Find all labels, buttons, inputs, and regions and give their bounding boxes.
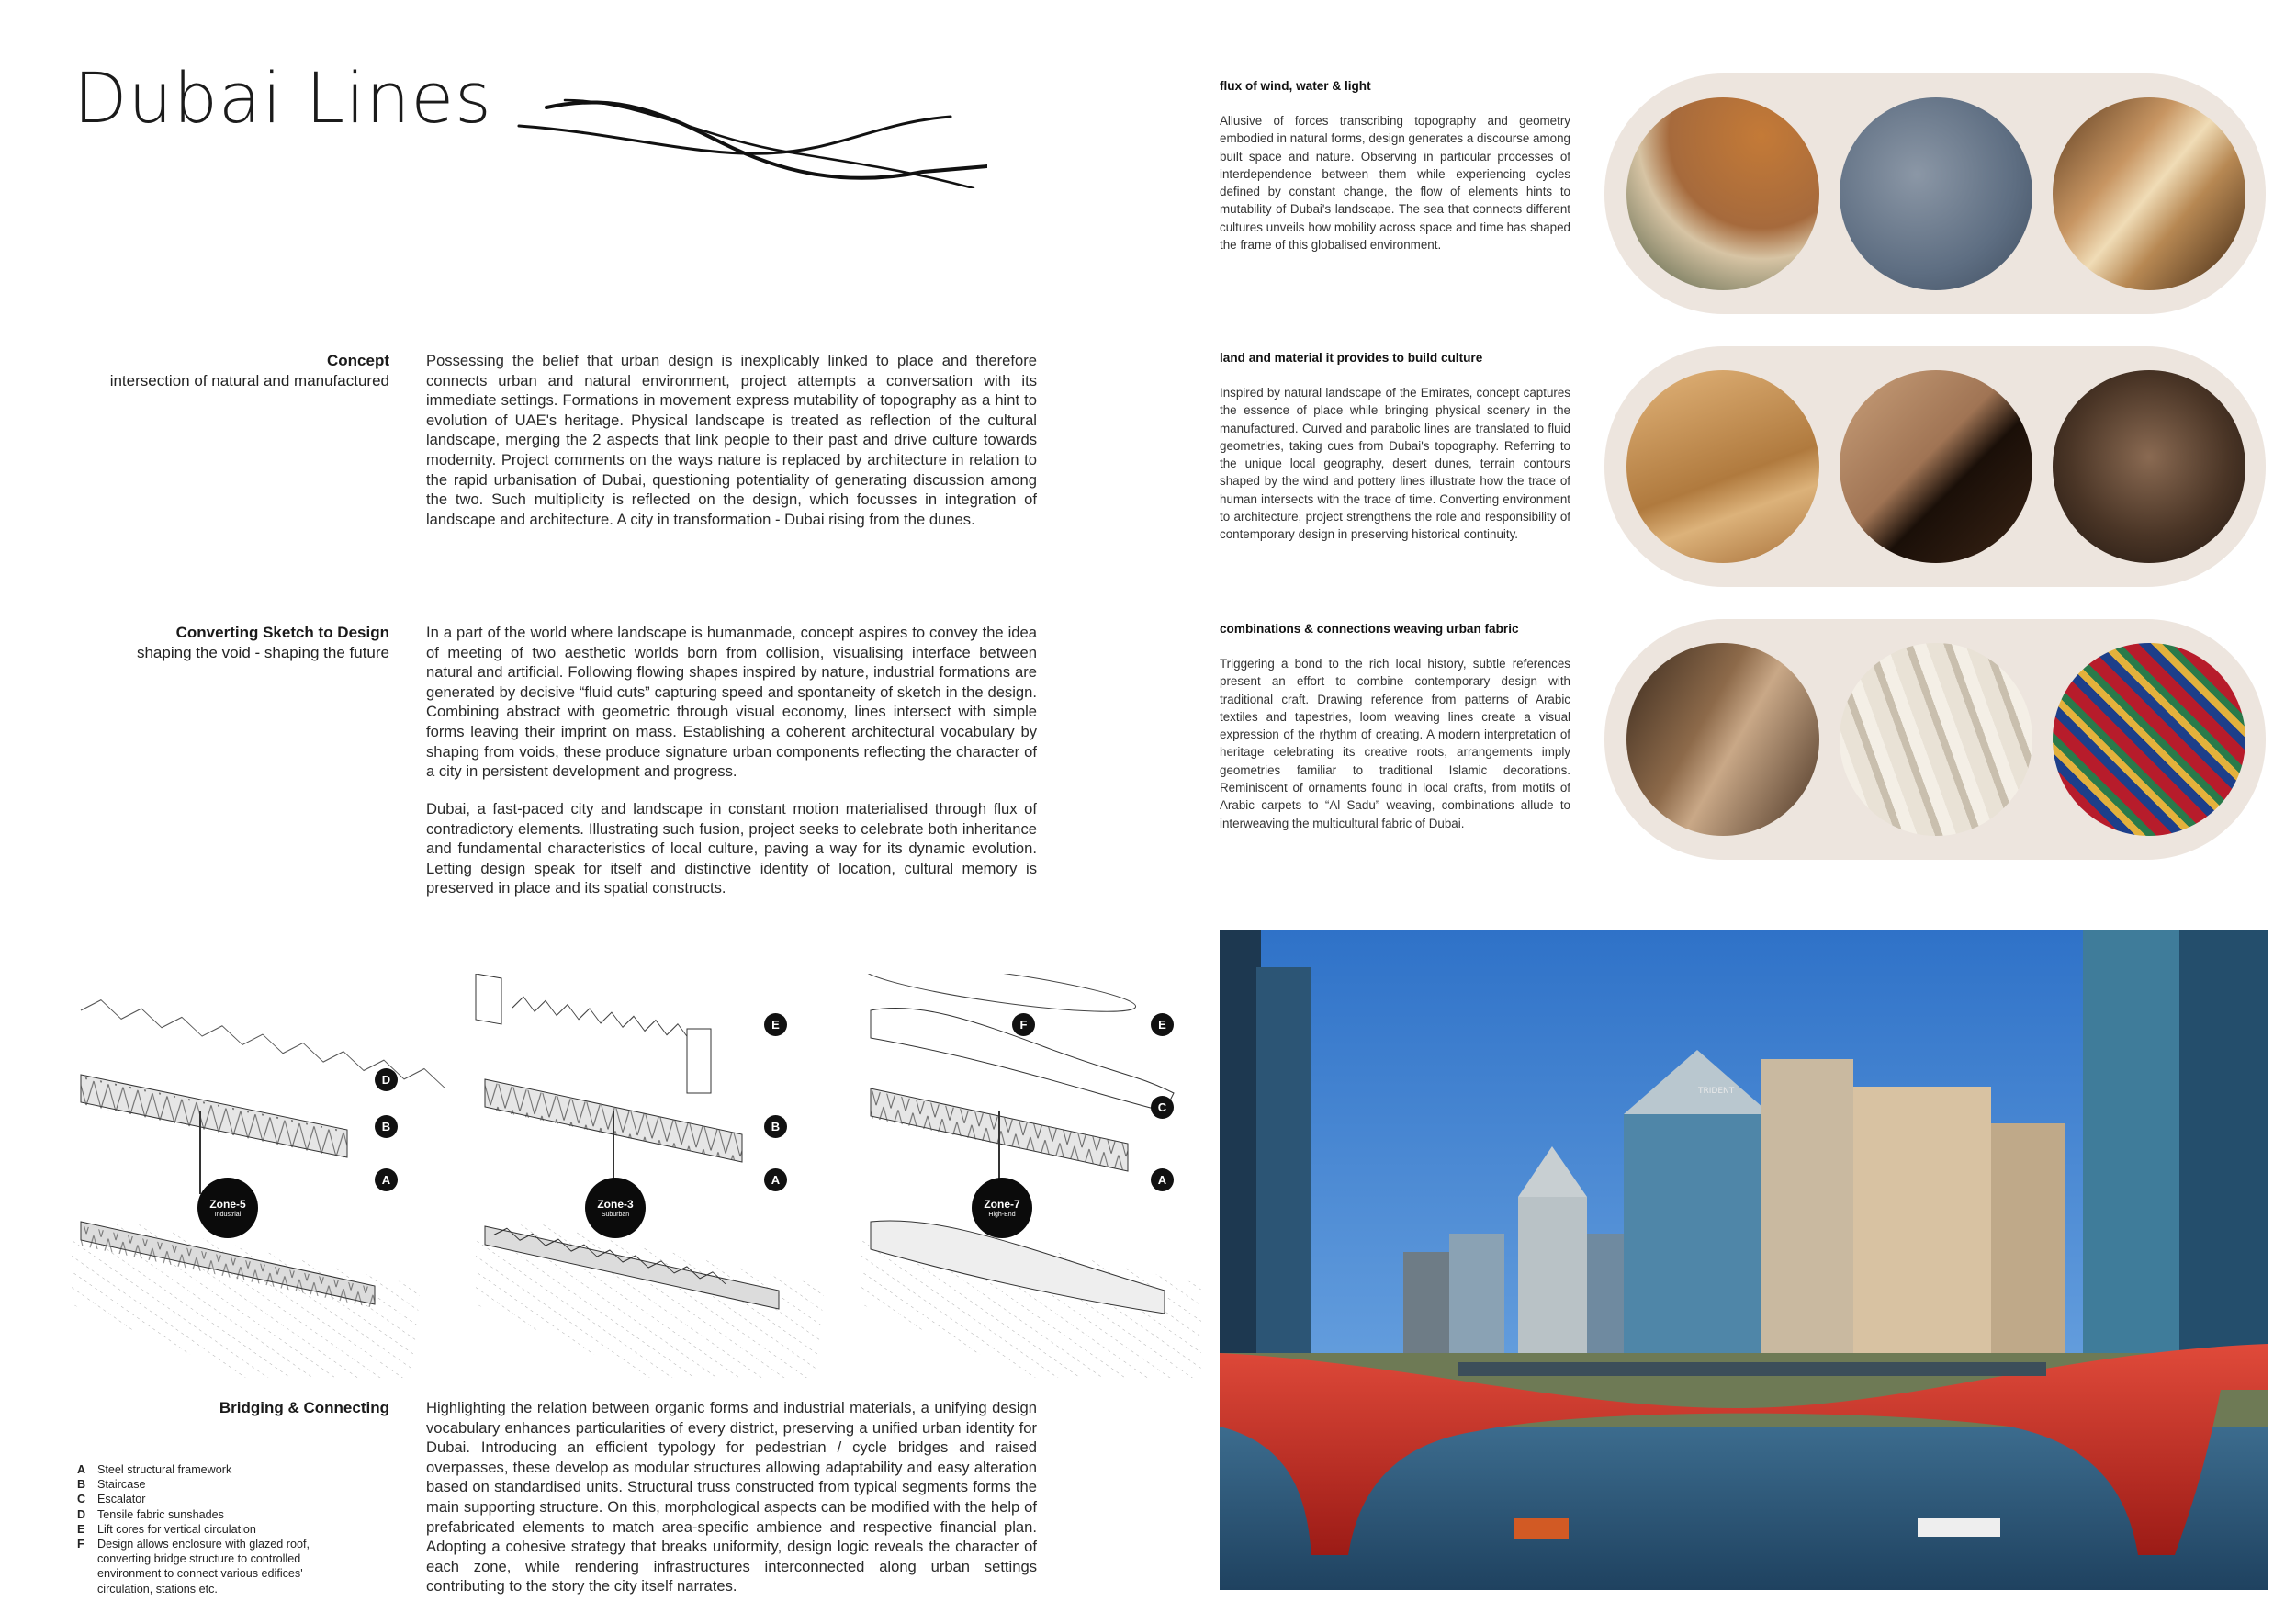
legend-text: Lift cores for vertical circulation	[97, 1522, 256, 1536]
concept-heading: Concept	[327, 352, 389, 369]
concept-heading-block	[73, 351, 389, 391]
label-a: A	[764, 1168, 787, 1191]
bridging-text: Highlighting the relation between organic forms and industrial materials, a unifying design vocabulary enhances particularities of every district, preserving a unified urban identity for Dubai. Introducing an efficient typology for pedestrian / cycle bridges and raised overpasses, these develop as modular structures allowing adaptability and easy alteration based on standardised units. Structural truss constructed from typical segments forms the main supporting structure. On this, morphological aspects can be modified with the help of prefabricated elements to match area-specific ambience and respective financial plan. Adopting a cohesive strategy that breaks uniformity, design logic reveals the character of each zone, while rendering infrastructures interconnected along urban settings contributing to the story the city itself narrates.	[426, 1399, 1037, 1596]
diagram-zone7	[861, 974, 1201, 1378]
legend-text: Design allows enclosure with glazed roof, converting bridge structure to controlled environment to connect various edifices' circulation, stations etc.	[97, 1538, 310, 1596]
sketch-subheading: shaping the void - shaping the future	[136, 644, 389, 661]
sketch-text-1: In a part of the world where landscape is humanmade, concept aspires to convey the idea of meeting of two aesthetic worlds born from collision, visualising interface between natural and artificial. Following flowing shapes inspired by nature, industrial formations are generated by decisive “fluid cuts” capturing speed and spontaneity of sketch in the design. Combining abstract with geometric through visual economy, lines intersect with simple forms leaving their imprint on mass. Establishing a coherent architectural vocabulary by shaping from voids, these produce signature urban components reflecting the character of a city in persistent development and progress.	[426, 624, 1037, 781]
label-c: C	[1151, 1096, 1174, 1119]
legend-key: D	[77, 1507, 86, 1521]
woven-rope-image	[1840, 643, 2032, 836]
label-a: A	[1151, 1168, 1174, 1191]
label-e: E	[764, 1013, 787, 1036]
legend-row	[77, 1537, 355, 1596]
light-hand-image	[2053, 97, 2245, 290]
concept-subheading: intersection of natural and manufactured	[109, 372, 389, 389]
label-a: A	[375, 1168, 398, 1191]
label-d: D	[375, 1068, 398, 1091]
legend-row	[77, 1507, 355, 1522]
bridging-heading-block	[73, 1398, 389, 1418]
dune-ripples-image	[1840, 370, 2032, 563]
bridge-photo	[1220, 930, 2268, 1590]
legend-row	[77, 1477, 355, 1492]
flux-heading: flux of wind, water & light	[1220, 79, 1371, 93]
sadu-textile-image	[2053, 643, 2245, 836]
label-b: B	[375, 1115, 398, 1138]
legend-text: Staircase	[97, 1478, 146, 1492]
tower-sign-text: TRIDENT	[1698, 1087, 1735, 1096]
land-heading: land and material it provides to build culture	[1220, 351, 1483, 365]
legend-key: C	[77, 1493, 86, 1506]
legend-row	[77, 1522, 355, 1537]
zone-type: Suburban	[601, 1212, 630, 1218]
legend-text: Escalator	[97, 1493, 146, 1506]
sea-waves-image	[1626, 97, 1819, 290]
land-text: Inspired by natural landscape of the Emirates, concept captures the essence of place while bringing physical scenery in the manufactured. Curved and parabolic lines are translated to fluid geometries, taking cues from Dubai's topography. Referring to the unique local geography, desert dunes, terrain contours shaped by the wind and pottery lines illustrate how the trace of human intersects with the trace of time. Converting environment to architecture, project strengthens the role and responsibility of contemporary design in preserving historical continuity.	[1220, 386, 1570, 542]
zone-name: Zone-5	[209, 1198, 246, 1211]
concept-text: Possessing the belief that urban design is inexplicably linked to place and therefore connects urban and natural environment, project attempts a conversation with its immediate settings. Formations in movement express mutability of topography as a hint to evolution of UAE's heritage. Physical landscape is treated as reflection of the cultural landscape, merging the 2 aspects that link people to their past and drive culture towards modernity. Project comments on the ways nature is replaced by architecture in relation to the rapid urbanisation of Dubai, questioning potentiality of generating discussion among the two. Such multiplicity is reflected on the design, which focusses in integration of landscape and architecture. A city in transformation - Dubai rising from the dunes.	[426, 352, 1037, 528]
zone-badge	[972, 1178, 1032, 1238]
legend-key: B	[77, 1478, 86, 1492]
label-b: B	[764, 1115, 787, 1138]
legend-key: A	[77, 1463, 86, 1476]
flux-text: Allusive of forces transcribing topography and geometry embodied in natural forms, design generates a discourse among built space and nature. Observing in particular processes of interdependence between them while experiencing cycles defined by constant change, the flow of elements hints to mutability of Dubai's landscape. The sea that connects different cultures unveils how mobility across space and time has shaped the frame of this globalised environment.	[1220, 114, 1570, 253]
zone-name: Zone-3	[597, 1198, 634, 1211]
page-title: Dubai Lines	[73, 57, 492, 139]
legend-text: Steel structural framework	[97, 1463, 232, 1476]
zone-name: Zone-7	[984, 1198, 1020, 1211]
bridging-heading: Bridging & Connecting	[219, 1399, 389, 1416]
zone-badge	[585, 1178, 646, 1238]
label-e: E	[1151, 1013, 1174, 1036]
legend-key: F	[77, 1538, 84, 1551]
label-f: F	[1012, 1013, 1035, 1036]
sketch-heading-block	[73, 623, 389, 663]
zone-type: Industrial	[214, 1212, 242, 1218]
combinations-heading: combinations & connections weaving urban fabric	[1220, 622, 1519, 636]
legend-text: Tensile fabric sunshades	[97, 1507, 224, 1521]
bridge-zone-diagrams	[72, 974, 1201, 1378]
loom-weaving-image	[1626, 643, 1819, 836]
legend-key: E	[77, 1522, 85, 1536]
water-ripple-image	[1840, 97, 2032, 290]
legend-row	[77, 1462, 355, 1477]
zone-badge	[197, 1178, 258, 1238]
sketch-heading: Converting Sketch to Design	[175, 624, 389, 641]
zone-type: High-End	[988, 1212, 1016, 1218]
sketch-text-2: Dubai, a fast-paced city and landscape in constant motion materialised through flux of contradictory elements. Illustrating such fusion, project seeks to celebrate both inheritance and fundamental characteristics of local culture, paving a way for its dynamic evolution. Letting design speak for itself and distinctive identity of location, cultural memory is preserved in place and its spatial constructs.	[426, 800, 1037, 897]
combinations-text: Triggering a bond to the rich local history, subtle references present an effort to combine contemporary design with traditional craft. Drawing reference from patterns of Arabic textiles and tapestries, loom weaving lines create a visual expression of the rhythm of creating. A modern interpretation of heritage celebrating its creative roots, arrangements imply geometries familiar to traditional Islamic decorations. Reminiscent of ornaments found in local crafts, from motifs of Arabic carpets to “Al Sadu” weaving, combinations allude to interweaving the multicultural fabric of Dubai.	[1220, 657, 1570, 830]
pottery-hands-image	[2053, 370, 2245, 563]
sketch-lines-logo	[510, 87, 987, 188]
desert-camels-image	[1626, 370, 1819, 563]
legend-row	[77, 1492, 355, 1506]
legend	[77, 1462, 355, 1596]
